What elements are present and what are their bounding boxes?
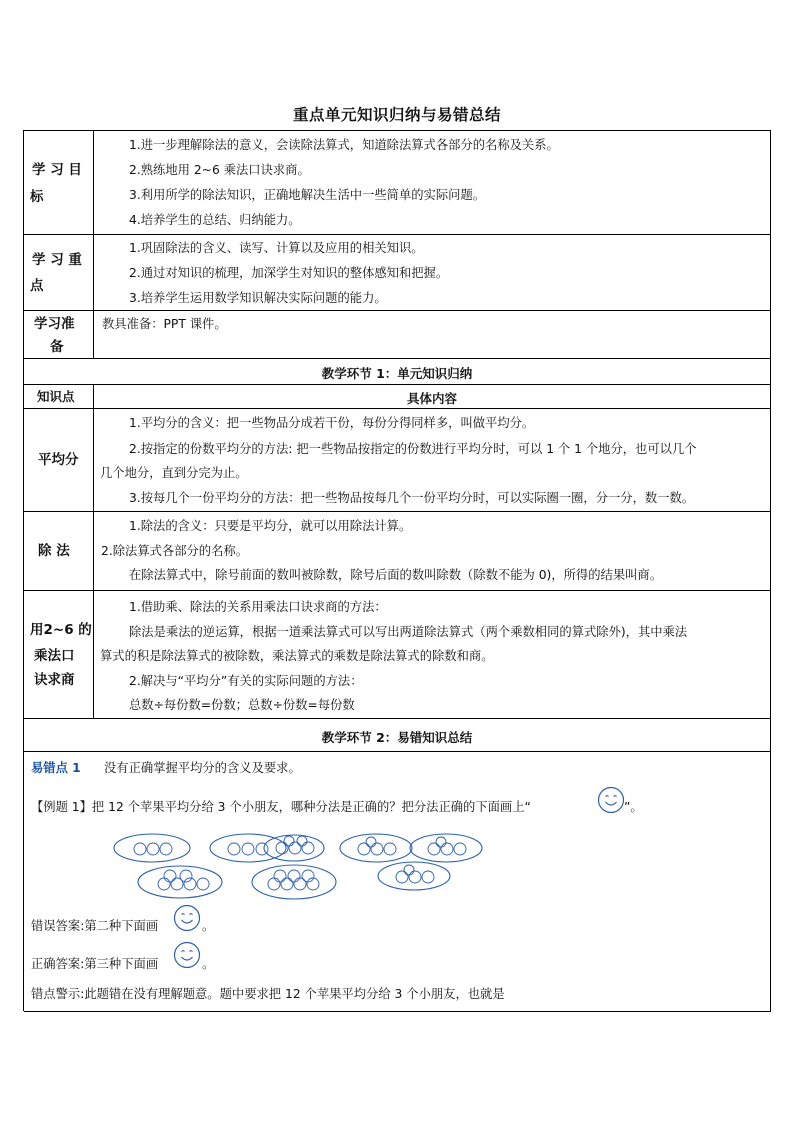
prep-label-cell — [24, 311, 94, 358]
example-question-end: ”。 — [624, 800, 643, 814]
goal-item: 1.进一步理解除法的意义，会读除法算式，知道除法算式各部分的名称及关系。 — [129, 138, 559, 152]
smiley-face-icon — [173, 941, 201, 969]
goals-content-cell — [94, 131, 771, 234]
goals-label-line1: 学 习 目 — [32, 162, 82, 178]
wrong-answer-period: 。 — [202, 919, 215, 933]
right-answer-period: 。 — [202, 957, 215, 971]
mult-label-line3: 诀求商 — [34, 672, 75, 688]
average-line: 1.平均分的含义：把一些物品分成若干份，每份分得同样多，叫做平均分。 — [129, 416, 535, 430]
row-error-summary — [24, 752, 771, 1012]
prep-text: 教具准备：PPT 课件。 — [102, 317, 227, 331]
row-division — [24, 512, 771, 591]
error-warning: 错点警示:此题错在没有理解题意。题中要求把 12 个苹果平均分给 3 个小朋友，也就是 — [31, 987, 505, 1001]
mult-line: 2.解决与“平均分”有关的实际问题的方法： — [129, 674, 363, 688]
document-title: 重点单元知识归纳与易错总结 — [292, 106, 501, 124]
prep-label-line1: 学习准 — [34, 316, 75, 332]
average-line: 3.按每几个一份平均分的方法：把一些物品按每几个一份平均分时，可以实际圈一圈，分一分，数一数。 — [129, 491, 695, 505]
division-line: 在除法算式中，除号前面的数叫被除数，除号后面的数叫除数（除数不能为 0)，所得的结果叫商。 — [129, 568, 663, 582]
row-multiplication-quotient — [24, 591, 771, 719]
row-section-1 — [24, 359, 771, 385]
key-point-item: 3.培养学生运用数学知识解决实际问题的能力。 — [129, 291, 387, 305]
row-key-points — [24, 235, 771, 311]
row-column-headers — [24, 385, 771, 409]
row-learning-goals — [24, 131, 771, 235]
mult-line: 算式的积是除法算式的被除数，乘法算式的乘数是除法算式的除数和商。 — [100, 649, 494, 663]
key-points-label-line1: 学 习 重 — [32, 252, 82, 268]
smiley-face-icon — [173, 904, 201, 932]
goal-item: 3.利用所学的除法知识，正确地解决生活中一些简单的实际问题。 — [129, 188, 486, 202]
key-point-item: 2.通过对知识的梳理，加深学生对知识的整体感知和把握。 — [129, 266, 449, 280]
row-average-division — [24, 409, 771, 512]
prep-label-line2: 备 — [50, 339, 64, 355]
goal-item: 2.熟练地用 2~6 乘法口诀求商。 — [129, 163, 310, 177]
division-line: 2.除法算式各部分的名称。 — [101, 544, 248, 558]
key-points-label-cell — [24, 235, 94, 310]
right-answer: 正确答案:第三种下面画 — [31, 957, 159, 971]
goals-label-line2: 标 — [30, 189, 44, 205]
wrong-answer: 错误答案:第二种下面画 — [31, 919, 159, 933]
mult-line: 除法是乘法的逆运算，根据一道乘法算式可以写出两道除法算式（两个乘数相同的算式除外)，其中乘法 — [129, 625, 688, 639]
mult-line: 1.借助乘、除法的关系用乘法口诀求商的方法： — [129, 600, 387, 614]
header-content: 具体内容 — [406, 391, 457, 406]
header-knowledge-point: 知识点 — [37, 389, 75, 404]
division-label: 除 法 — [38, 543, 70, 559]
error-point-text: 没有正确掌握平均分的含义及要求。 — [104, 761, 301, 775]
section-2-title: 教学环节 2：易错知识总结 — [321, 730, 473, 745]
example-question: 【例题 1】把 12 个苹果平均分给 3 个小朋友，哪种分法是正确的？把分法正确的下面画上“ — [31, 800, 531, 814]
prep-content-cell — [94, 311, 771, 358]
goal-item: 4.培养学生的总结、归纳能力。 — [129, 213, 301, 227]
row-section-2 — [24, 719, 771, 752]
mult-label-line1: 用2~6 的 — [30, 622, 92, 638]
error-point-label: 易错点 1 — [31, 761, 81, 775]
smiley-face-icon — [597, 786, 625, 814]
average-division-label: 平均分 — [38, 452, 79, 468]
mult-line: 总数÷每份数=份数；总数÷份数=每份数 — [129, 698, 355, 712]
key-point-item: 1.巩固除法的含义、读写、计算以及应用的相关知识。 — [129, 241, 424, 255]
goals-label-cell — [24, 131, 94, 234]
average-line: 几个地分，直到分完为止。 — [100, 466, 248, 480]
division-line: 1.除法的含义：只要是平均分，就可以用除法计算。 — [129, 519, 412, 533]
lesson-table — [23, 130, 771, 1011]
average-line: 2.按指定的份数平均分的方法: 把一些物品按指定的份数进行平均分时，可以 1 个 1 个地分，也可以几个 — [129, 442, 697, 456]
key-points-content-cell — [94, 235, 771, 310]
key-points-label-line2: 点 — [30, 278, 44, 294]
section-1-title: 教学环节 1：单元知识归纳 — [321, 366, 473, 381]
row-preparation — [24, 311, 771, 359]
apple-plates-illustration — [106, 826, 626, 906]
mult-label-line2: 乘法口 — [34, 648, 75, 664]
